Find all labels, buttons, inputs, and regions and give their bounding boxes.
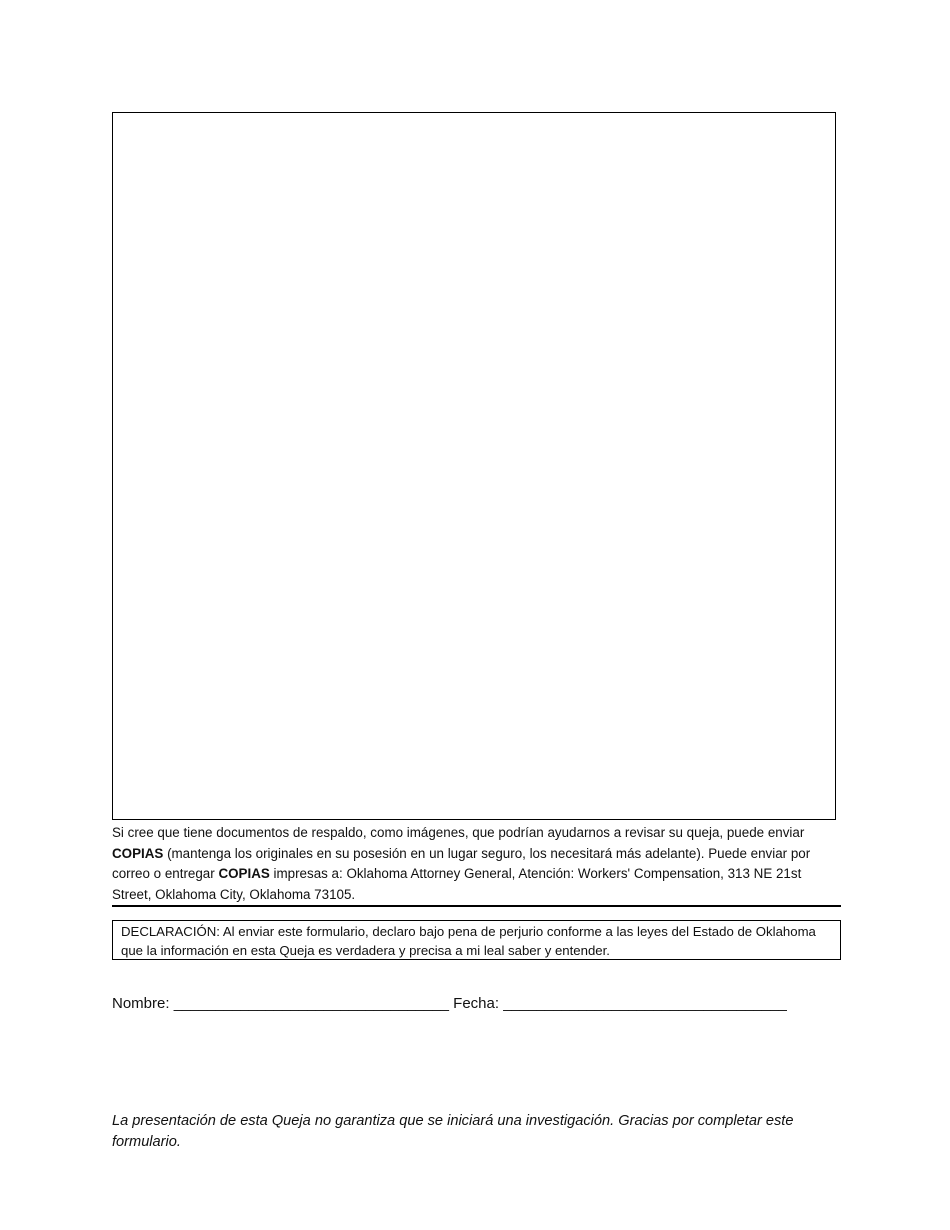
declaration-text: DECLARACIÓN: Al enviar este formulario, declaro bajo pena de perjurio conforme a las leyes del Estado de Oklahoma que la información en esta Queja es verdadera y precisa a mi leal saber y entender. [121, 924, 816, 958]
signature-line [112, 994, 787, 1014]
supporting-docs-text-3: impresas a: Oklahoma Attorney General, Atención: Workers' Compensation, 313 NE 21st Street, Oklahoma City, Oklahoma 73105. [112, 866, 802, 902]
date-label: Fecha: [453, 995, 500, 1012]
date-field[interactable]: __________________________________ [503, 995, 787, 1012]
complaint-text-box[interactable] [112, 112, 836, 820]
copies-emphasis: COPIAS [218, 866, 270, 882]
section-divider [112, 905, 841, 907]
declaration-box [112, 920, 841, 960]
supporting-docs-text-2: (mantenga los originales en su posesión en un lugar seguro, los necesitará más adelante). Puede enviar por correo o entregar [112, 845, 811, 882]
name-field[interactable]: _________________________________ [173, 995, 449, 1012]
disclaimer-text: La presentación de esta Queja no garantiza que se iniciará una investigación. Gracias por completar este formulario. [112, 1113, 794, 1150]
supporting-documents-paragraph [112, 823, 842, 905]
copies-emphasis: COPIAS [112, 845, 164, 861]
name-label: Nombre: [112, 995, 170, 1012]
supporting-docs-text-1: Si cree que tiene documentos de respaldo, como imágenes, que podrían ayudarnos a revisar su queja, puede enviar [112, 825, 805, 840]
